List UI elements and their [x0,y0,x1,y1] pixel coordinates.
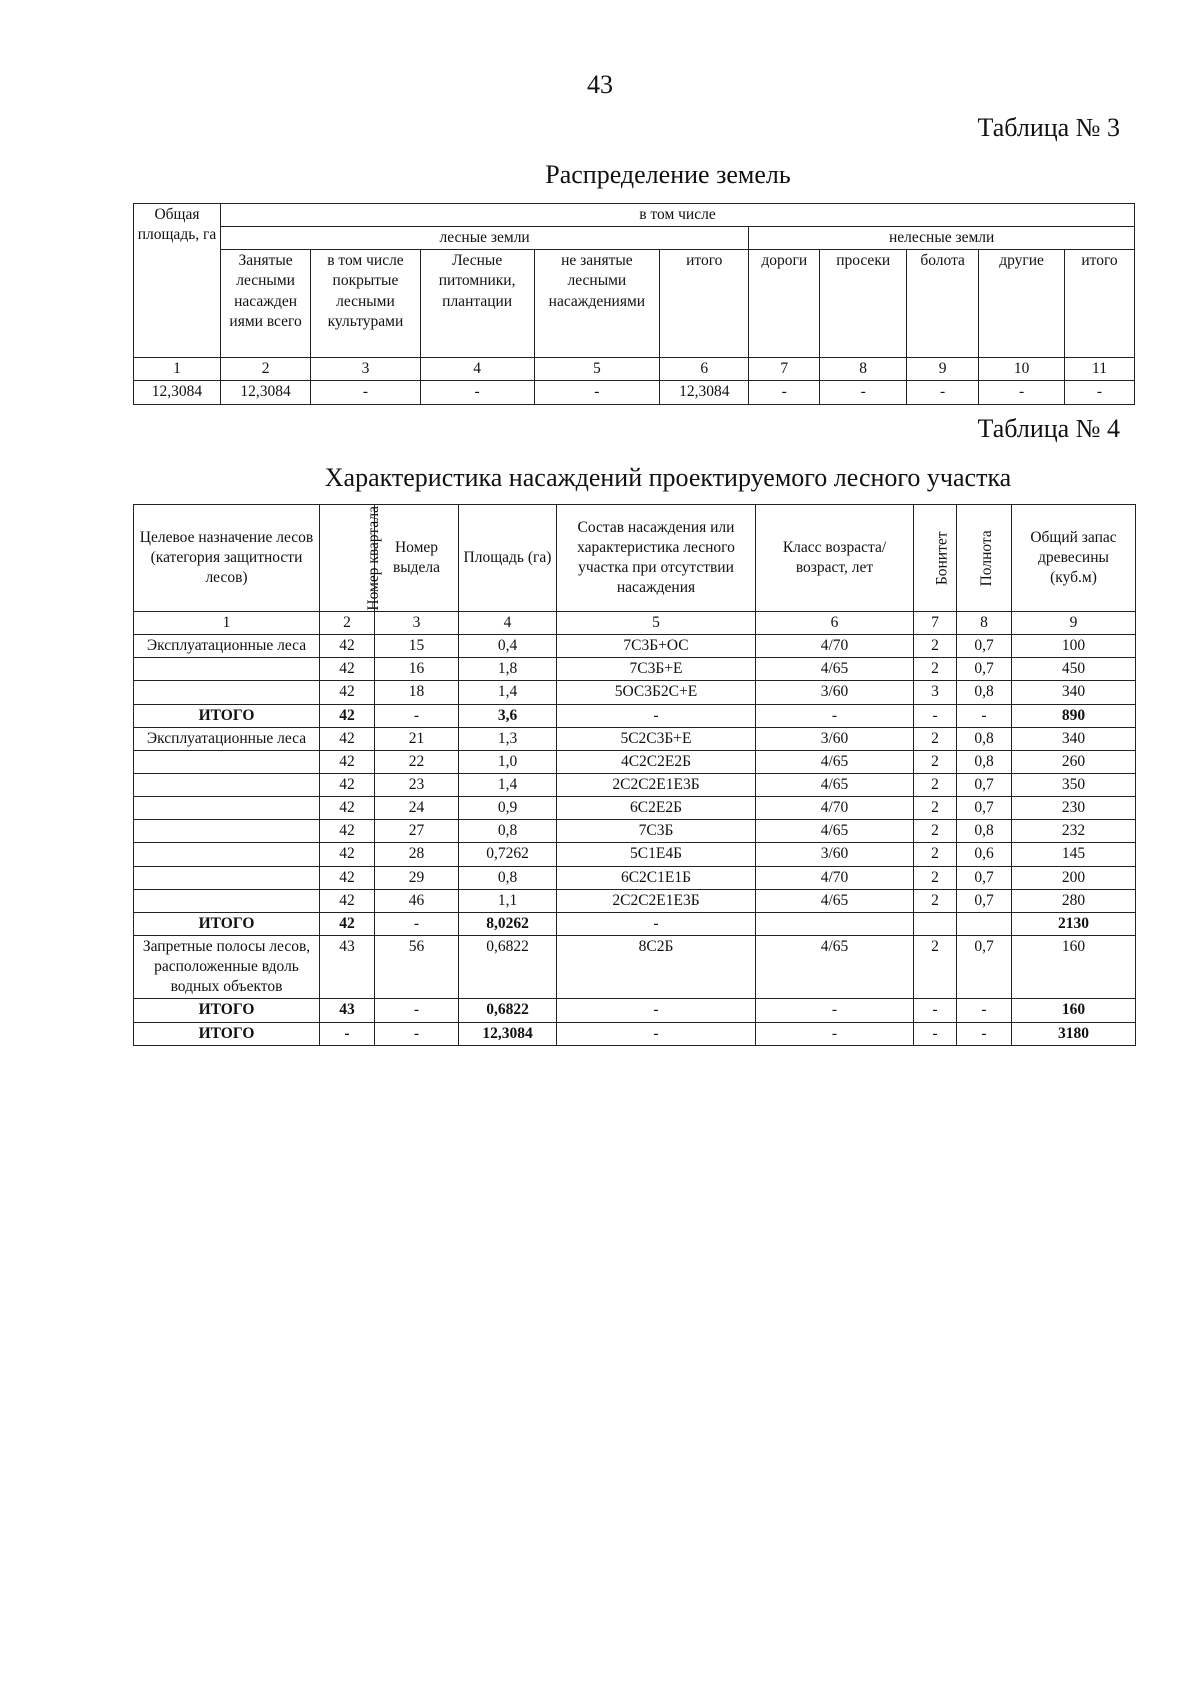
table-cell: 18 [375,681,459,704]
table-cell: 280 [1012,889,1136,912]
table-cell [957,912,1012,935]
table-cell: 43 [320,935,375,998]
table-cell: 0,8 [957,727,1012,750]
table-cell: 1 [134,612,320,635]
table-cell: 1,0 [459,750,557,773]
table-cell: 160 [1012,999,1136,1022]
table-cell: 12,3084 [220,381,310,404]
total-row [134,1022,1136,1045]
table-cell: 8С2Б [557,935,756,998]
header-cell: итого [1065,250,1135,358]
table-cell: 260 [1012,750,1136,773]
table-cell: - [557,912,756,935]
table-cell [134,889,320,912]
total-row [134,912,1136,935]
page-number: 43 [587,70,613,99]
header-cell: не занятые лесными насаждениями [534,250,660,358]
stand-characteristics-table [133,504,1136,1046]
table-cell: 5ОС3Б2С+Е [557,681,756,704]
table-cell: 42 [320,889,375,912]
table-cell: 2 [914,773,957,796]
table-cell: - [756,1022,914,1045]
table3-title: Распределение земель [545,160,791,189]
table-cell: 2130 [1012,912,1136,935]
table-cell: 2 [320,612,375,635]
table-cell: 56 [375,935,459,998]
table-cell: 0,6 [957,843,1012,866]
table-cell: 42 [320,727,375,750]
table-cell: 7С3Б+Е [557,658,756,681]
table-cell: 0,7 [957,889,1012,912]
table-cell: 6 [756,612,914,635]
table-cell: 5С2С3Б+Е [557,727,756,750]
table-cell [134,843,320,866]
table-cell: ИТОГО [134,1022,320,1045]
header-cell: дороги [749,250,820,358]
table-cell: 0,9 [459,797,557,820]
table-cell: - [420,381,534,404]
table-cell: - [557,704,756,727]
table-row [134,658,1136,681]
table-cell: 4/70 [756,797,914,820]
table-cell: 12,3084 [459,1022,557,1045]
table-cell: 12,3084 [134,381,221,404]
table-cell: - [914,1022,957,1045]
table-cell: 0,7 [957,935,1012,998]
table-cell: - [534,381,660,404]
total-row [134,704,1136,727]
table-cell: 3 [375,612,459,635]
table-cell: - [375,704,459,727]
table-cell: 0,7 [957,635,1012,658]
table-cell: 42 [320,773,375,796]
table-cell: 200 [1012,866,1136,889]
table-cell: Запретные полосы лесов, расположенные вдоль водных объектов [134,935,320,998]
table-row [134,635,1136,658]
table4-title: Характеристика насаждений проектируемого лесного участка [324,463,1012,492]
table-cell: 1,8 [459,658,557,681]
table-cell: 0,7 [957,866,1012,889]
header-allotment: Номер выдела [375,505,459,612]
table-cell: 2С2С2Е1Е3Б [557,773,756,796]
table-cell: 4/65 [756,750,914,773]
table-cell: - [557,999,756,1022]
table-row [134,935,1136,998]
table-cell: 11 [1065,358,1135,381]
table-cell: 0,6822 [459,935,557,998]
table-cell: 2 [914,658,957,681]
table-row [134,681,1136,704]
table-cell: 160 [1012,935,1136,998]
table-cell: 0,7262 [459,843,557,866]
table-cell: - [320,1022,375,1045]
table-cell: - [557,1022,756,1045]
table-cell: ИТОГО [134,912,320,935]
table-cell: 7 [914,612,957,635]
table-cell: 0,8 [957,820,1012,843]
table-cell: - [756,704,914,727]
table-cell: - [914,999,957,1022]
table-cell [134,820,320,843]
table4-label: Таблица № 4 [977,414,1120,443]
table-cell: 42 [320,912,375,935]
table-row [134,727,1136,750]
table-cell: 6С2Е2Б [557,797,756,820]
table-row [134,889,1136,912]
table-cell: 9 [1012,612,1136,635]
table-cell: 24 [375,797,459,820]
table-cell: 28 [375,843,459,866]
table-row [134,843,1136,866]
table-cell: 42 [320,704,375,727]
header-total-area: Общая площадь, га [134,204,221,358]
column-numbers-row [134,358,1135,381]
table-cell: 27 [375,820,459,843]
table-cell: 2 [914,727,957,750]
table-cell: - [311,381,421,404]
table-cell: 0,7 [957,773,1012,796]
table-cell: - [907,381,979,404]
table-cell: 22 [375,750,459,773]
table-cell [134,681,320,704]
header-bonitet: Бонитет [914,505,957,612]
total-row [134,999,1136,1022]
table-cell: 5 [534,358,660,381]
table-cell: 2 [914,889,957,912]
table-cell: 10 [979,358,1065,381]
table-cell: 4 [420,358,534,381]
table-cell: 4С2С2Е2Б [557,750,756,773]
table-cell: 6С2С1Е1Б [557,866,756,889]
table-cell: - [914,704,957,727]
table-cell: 21 [375,727,459,750]
header-purpose: Целевое назначение лесов (категория защитности лесов) [134,505,320,612]
header-forest-lands: лесные земли [220,227,748,250]
table-cell: 5С1Е4Б [557,843,756,866]
header-cell: Занятые лесными насажден иями всего [220,250,310,358]
table-cell: 42 [320,866,375,889]
table-cell: 2 [914,750,957,773]
table-cell: 15 [375,635,459,658]
table-cell [756,912,914,935]
table-cell: 145 [1012,843,1136,866]
table-row [134,773,1136,796]
table-cell: - [375,1022,459,1045]
table-cell: 2 [914,820,957,843]
table-cell: 6 [660,358,749,381]
table-cell: 42 [320,843,375,866]
table-cell: 7С3Б [557,820,756,843]
header-composition: Состав насаждения или характеристика лесного участка при отсутствии насаждения [557,505,756,612]
table-cell: 3180 [1012,1022,1136,1045]
table-cell: 890 [1012,704,1136,727]
table-cell: 0,7 [957,658,1012,681]
table-cell: 340 [1012,681,1136,704]
table-cell: - [1065,381,1135,404]
table-cell: 0,6822 [459,999,557,1022]
table-cell: 350 [1012,773,1136,796]
table-cell [134,797,320,820]
table-cell: 2 [914,843,957,866]
table-cell: 42 [320,750,375,773]
table-cell: 7С3Б+ОС [557,635,756,658]
table-cell: Эксплуатационные леса [134,635,320,658]
table-row [134,820,1136,843]
table-cell: 42 [320,797,375,820]
table-cell: 1,4 [459,681,557,704]
table-cell: 29 [375,866,459,889]
header-volume: Общий запас древесины (куб.м) [1012,505,1136,612]
table-cell: 43 [320,999,375,1022]
table-cell: 2 [220,358,310,381]
table-cell: 230 [1012,797,1136,820]
table-cell: 2С2С2Е1Е3Б [557,889,756,912]
table-cell: 0,7 [957,797,1012,820]
table-cell: 0,8 [459,820,557,843]
column-numbers-row [134,612,1136,635]
table-cell: 0,8 [459,866,557,889]
table-cell: 42 [320,658,375,681]
table-cell: 2 [914,935,957,998]
table-cell: 2 [914,866,957,889]
table-cell: 4/65 [756,658,914,681]
table-cell: 3/60 [756,843,914,866]
table-cell [134,750,320,773]
table-cell: - [820,381,907,404]
table-cell: - [957,704,1012,727]
table-cell: 8 [820,358,907,381]
table-cell: 1,1 [459,889,557,912]
table-cell: 46 [375,889,459,912]
table-cell: 1,4 [459,773,557,796]
table-cell: 8,0262 [459,912,557,935]
table-cell: 340 [1012,727,1136,750]
table-cell [134,866,320,889]
table-cell: 8 [957,612,1012,635]
table-row [134,797,1136,820]
header-cell: Лесные питомники, плантации [420,250,534,358]
header-area: Площадь (га) [459,505,557,612]
table-cell: - [957,999,1012,1022]
table-cell: 450 [1012,658,1136,681]
table-cell [914,912,957,935]
table-cell: 1 [134,358,221,381]
table-cell: 0,8 [957,681,1012,704]
header-quarter: Номер квартала [320,505,375,612]
table-cell: - [375,912,459,935]
table-cell: - [749,381,820,404]
table-cell: 4/65 [756,889,914,912]
table-cell: 3/60 [756,727,914,750]
table-cell: 4/70 [756,635,914,658]
table-cell: 7 [749,358,820,381]
table-cell: Эксплуатационные леса [134,727,320,750]
table-cell: 4/65 [756,935,914,998]
table-cell: 100 [1012,635,1136,658]
table-cell: 4/65 [756,820,914,843]
table-cell [134,658,320,681]
table-cell: 4/65 [756,773,914,796]
table-cell: 16 [375,658,459,681]
table-cell [134,773,320,796]
table-row [134,381,1135,404]
table-cell: 12,3084 [660,381,749,404]
land-distribution-table [133,203,1135,405]
table-cell: 5 [557,612,756,635]
table-cell: 9 [907,358,979,381]
table-cell: ИТОГО [134,704,320,727]
table-cell: 0,8 [957,750,1012,773]
table-row [134,866,1136,889]
header-including: в том числе [220,204,1134,227]
table-cell: 3/60 [756,681,914,704]
table-cell: 1,3 [459,727,557,750]
table-cell: 2 [914,635,957,658]
table-cell: 23 [375,773,459,796]
table-cell: 42 [320,681,375,704]
table-cell: 2 [914,797,957,820]
table-cell: - [375,999,459,1022]
table3-label: Таблица № 3 [977,113,1120,142]
table-cell: 0,4 [459,635,557,658]
table-cell: 4/70 [756,866,914,889]
header-age-class: Класс возраста/возраст, лет [756,505,914,612]
header-cell: итого [660,250,749,358]
header-cell: просеки [820,250,907,358]
table-cell: 3,6 [459,704,557,727]
table-cell: - [979,381,1065,404]
table-cell: 232 [1012,820,1136,843]
table-cell: ИТОГО [134,999,320,1022]
header-nonforest-lands: нелесные земли [749,227,1135,250]
header-density: Полнота [957,505,1012,612]
table-row [134,750,1136,773]
table-cell: 3 [311,358,421,381]
table-cell: 3 [914,681,957,704]
header-cell: другие [979,250,1065,358]
header-cell: в том числе покрытые лесными культурами [311,250,421,358]
table-cell: 42 [320,820,375,843]
table-cell: 42 [320,635,375,658]
table-cell: - [756,999,914,1022]
table-cell: 4 [459,612,557,635]
header-cell: болота [907,250,979,358]
table-cell: - [957,1022,1012,1045]
